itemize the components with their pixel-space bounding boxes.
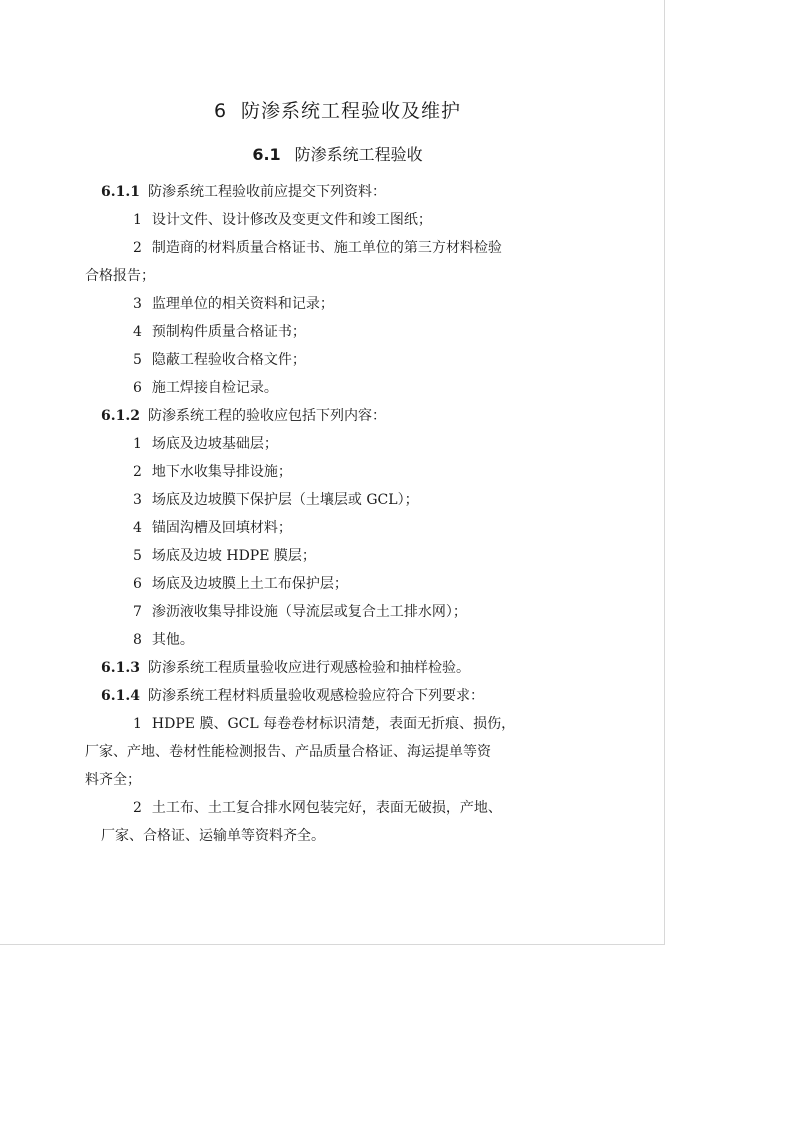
clause-number: 6.1.4 <box>101 688 140 704</box>
item-number: 4 <box>133 324 142 340</box>
item-text-continued: 合格报告； <box>85 268 155 284</box>
item-text: 场底及边坡膜上土工布保护层； <box>151 576 348 592</box>
clause-6-1-2 <box>101 402 575 430</box>
list-item <box>85 234 575 290</box>
item-text: 渗沥液收集导排设施（导流层或复合土工排水网）； <box>151 604 467 620</box>
item-number: 5 <box>133 352 142 368</box>
list-item <box>101 318 575 346</box>
item-number: 7 <box>133 604 142 620</box>
clause-text: 防渗系统工程验收前应提交下列资料： <box>147 184 386 200</box>
clause-text: 防渗系统工程材料质量验收观感检验应符合下列要求： <box>147 688 484 704</box>
item-text: 设计文件、设计修改及变更文件和竣工图纸； <box>151 212 432 228</box>
clause-6-1-1 <box>101 178 575 206</box>
item-number: 2 <box>133 240 142 256</box>
item-number: 4 <box>133 520 142 536</box>
chapter-title-text: 防渗系统工程验收及维护 <box>241 100 462 122</box>
item-number: 1 <box>133 212 142 228</box>
item-text: 土工布、土工复合排水网包装完好，表面无破损，产地、 <box>151 800 502 816</box>
item-text: 制造商的材料质量合格证书、施工单位的第三方材料检验 <box>151 240 502 256</box>
clause-text: 防渗系统工程质量验收应进行观感检验和抽样检验。 <box>147 660 470 676</box>
item-line <box>101 794 575 822</box>
list-item <box>101 346 575 374</box>
item-text: 隐蔽工程验收合格文件； <box>151 352 306 368</box>
item-number: 8 <box>133 632 142 648</box>
item-number: 2 <box>133 464 142 480</box>
item-text: 场底及边坡膜下保护层（土壤层或 GCL）； <box>151 492 419 508</box>
item-text-continued: 厂家、合格证、运输单等资料齐全。 <box>101 828 325 844</box>
list-item <box>101 514 575 542</box>
item-text: 其他。 <box>151 632 194 648</box>
item-text: 锚固沟槽及回填材料； <box>151 520 292 536</box>
list-item <box>101 206 575 234</box>
list-item <box>101 794 575 850</box>
chapter-title <box>0 96 675 123</box>
item-text-continued: 料齐全； <box>85 772 141 788</box>
list-item <box>101 486 575 514</box>
list-item <box>101 598 575 626</box>
item-text: 地下水收集导排设施； <box>151 464 292 480</box>
list-item <box>101 290 575 318</box>
item-text: 场底及边坡基础层； <box>151 436 278 452</box>
item-number: 6 <box>133 576 142 592</box>
list-item <box>101 430 575 458</box>
item-text: 施工焊接自检记录。 <box>151 380 278 396</box>
clause-6-1-4 <box>101 682 575 710</box>
clause-6-1-3 <box>101 654 575 682</box>
clause-text: 防渗系统工程的验收应包括下列内容： <box>147 408 386 424</box>
item-number: 5 <box>133 548 142 564</box>
section-title <box>0 142 675 165</box>
item-text: 预制构件质量合格证书； <box>151 324 306 340</box>
item-number: 3 <box>133 492 142 508</box>
list-item <box>101 570 575 598</box>
list-item <box>101 374 575 402</box>
item-number: 1 <box>133 436 142 452</box>
clause-number: 6.1.2 <box>101 408 140 424</box>
list-item <box>101 626 575 654</box>
item-number: 1 <box>133 716 142 732</box>
item-number: 3 <box>133 296 142 312</box>
clause-number: 6.1.3 <box>101 660 140 676</box>
item-number: 2 <box>133 800 142 816</box>
item-text: 场底及边坡 HDPE 膜层； <box>151 548 316 564</box>
item-text: HDPE 膜、GCL 每卷卷材标识清楚，表面无折痕、损伤， <box>151 716 516 732</box>
item-text-continued: 厂家、产地、卷材性能检测报告、产品质量合格证、海运提单等资 <box>85 744 491 760</box>
item-number: 6 <box>133 380 142 396</box>
clause-number: 6.1.1 <box>101 184 140 200</box>
item-line <box>101 710 575 738</box>
section-title-text: 防渗系统工程验收 <box>294 145 423 164</box>
item-line <box>101 234 575 262</box>
section-number: 6.1 <box>252 145 281 164</box>
list-item <box>101 458 575 486</box>
document-body <box>85 178 575 850</box>
chapter-number: 6 <box>213 100 228 122</box>
list-item <box>101 542 575 570</box>
list-item <box>85 710 575 794</box>
item-text: 监理单位的相关资料和记录； <box>151 296 334 312</box>
